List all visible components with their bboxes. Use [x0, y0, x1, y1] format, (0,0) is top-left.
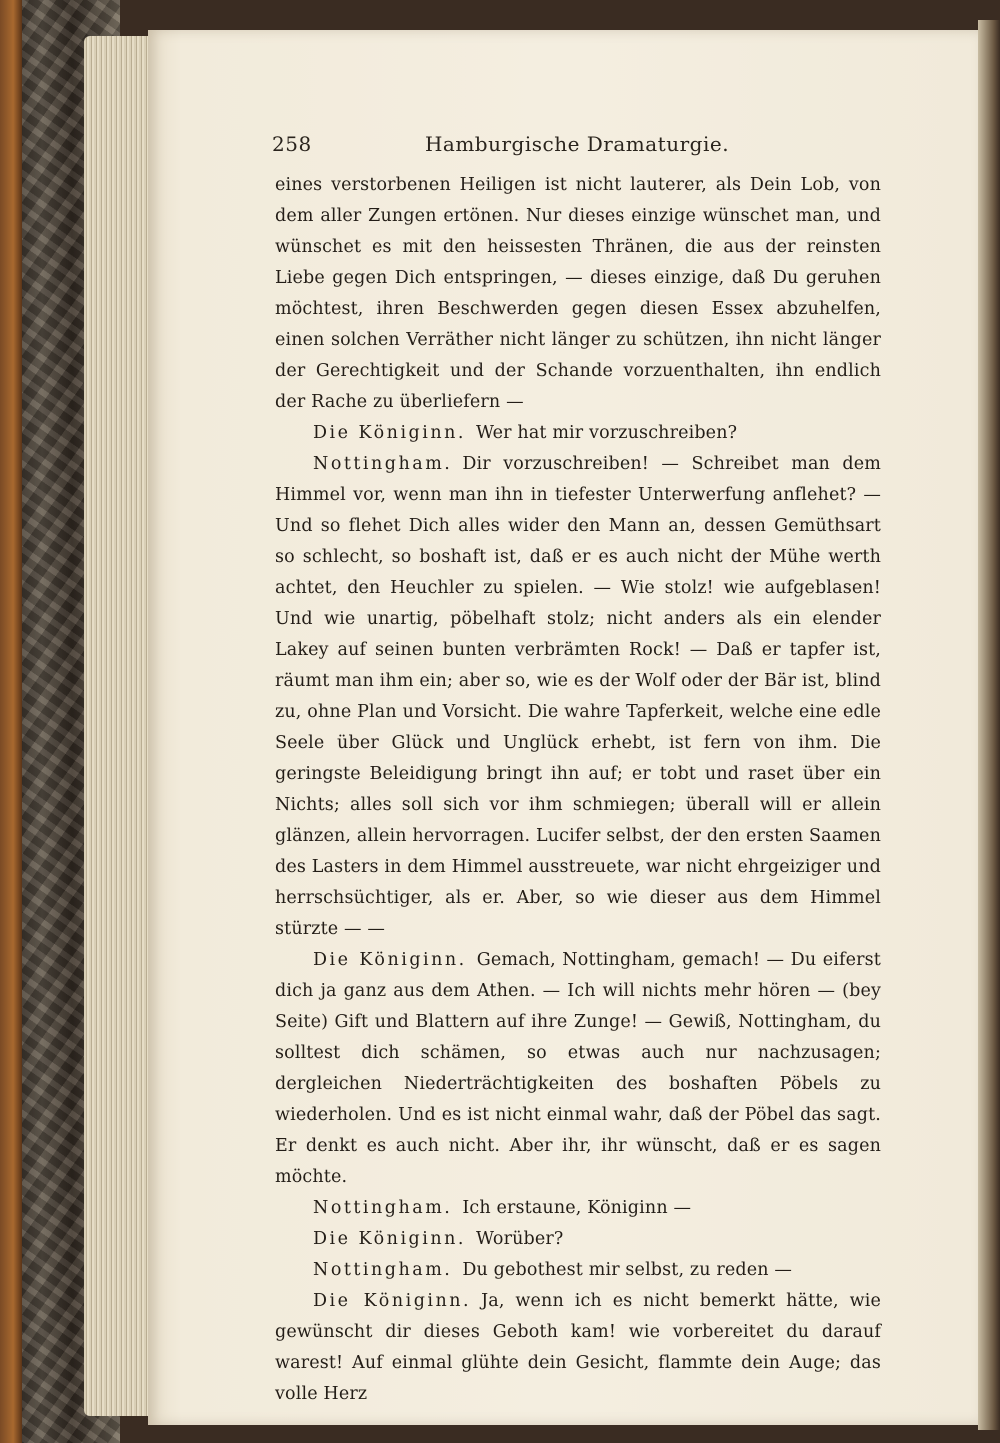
paragraph-text: Gemach, Nottingham, gemach! — Du eiferst dich ja ganz aus dem Athen. — Ich will nichts mehr hören — (bey Seite) Gift und Blattern auf ihre Zunge! — Gewiß, Nottingham, du solltest dich schämen, so etwas auch nur nachzusagen; dergleichen Niederträchtigkeiten des boshaften Pöbels zu wiederholen. Und es ist nicht einmal wahr, daß der Pöbel das sagt. Er denkt es auch nicht. Aber ihr, ihr wünscht, daß er es sagen möchte. [275, 950, 881, 1187]
body-text [275, 170, 881, 1410]
speaker-name: Nottingham. [313, 1198, 453, 1218]
text-paragraph [275, 1286, 881, 1410]
page-header [272, 128, 882, 162]
cover-spine-edge [0, 0, 22, 1443]
text-paragraph [275, 1193, 881, 1224]
page-stack-edges [84, 36, 150, 1416]
text-paragraph [275, 945, 881, 1193]
paragraph-text: Du gebothest mir selbst, zu reden — [462, 1260, 793, 1280]
speaker-name: Die Königinn. [313, 950, 467, 970]
paragraph-text: Ich erstaune, Königinn — [462, 1198, 692, 1218]
speaker-name: Nottingham. [313, 454, 453, 474]
text-paragraph [275, 1224, 881, 1255]
paragraph-text: eines verstorbenen Heiligen ist nicht lauterer, als Dein Lob, von dem aller Zungen ertönen. Nur dieses einzige wünschet man, und wünschet es mit den heissesten Thränen, die aus der reinsten Liebe gegen Dich entspringen, — dieses einzige, daß Du geruhen möchtest, ihren Beschwerden gegen diesen Essex abzuhelfen, einen solchen Verräther nicht länger zu schützen, ihn nicht länger der Gerechtigkeit und der Schande vorzuenthalten, ihn endlich der Rache zu überliefern — [275, 175, 881, 412]
text-paragraph [275, 1255, 881, 1286]
text-paragraph [275, 170, 881, 418]
speaker-name: Nottingham. [313, 1260, 453, 1280]
paragraph-text: Dir vorzuschreiben! — Schreibet man dem Himmel vor, wenn man ihn in tiefester Unterwerfung anflehet? — Und so flehet Dich alles wider den Mann an, dessen Gemüthsart so schlecht, so boshaft ist, daß er es auch nicht der Mühe werth achtet, den Heuchler zu spielen. — Wie stolz! wie aufgeblasen! Und wie unartig, pöbelhaft stolz; nicht anders als ein elender Lakey auf seinen bunten verbrämten Rock! — Daß er tapfer ist, räumt man ihm ein; aber so, wie es der Wolf oder der Bär ist, blind zu, ohne Plan und Vorsicht. Die wahre Tapferkeit, welche eine edle Seele über Glück und Unglück erhebt, ist fern von ihm. Die geringste Beleidigung bringt ihn auf; er tobt und raset über ein Nichts; alles soll sich vor ihm schmiegen; überall will er allein glänzen, allein hervorragen. Lucifer selbst, der den ersten Saamen des Lasters in dem Himmel ausstreuete, war nicht ehrgeiziger und herrschsüchtiger, als er. Aber, so wie dieser aus dem Himmel stürzte — — [275, 454, 881, 939]
page-number: 258 [272, 132, 312, 156]
text-paragraph [275, 418, 881, 449]
speaker-name: Die Königinn. [313, 1291, 472, 1311]
text-paragraph [275, 449, 881, 945]
paragraph-text: Worüber? [475, 1229, 564, 1249]
paragraph-text: Wer hat mir vorzuschreiben? [475, 423, 738, 443]
running-title: Hamburgische Dramaturgie. [424, 132, 730, 156]
paragraph-text: Ja, wenn ich es nicht bemerkt hätte, wie gewünscht dir dieses Geboth kam! wie vorbereitet du darauf warest! Auf einmal glühte dein Gesicht, flammte dein Auge; das volle Herz [275, 1291, 881, 1404]
facing-page-edge [978, 20, 1000, 1430]
speaker-name: Die Königinn. [313, 423, 466, 443]
speaker-name: Die Königinn. [313, 1229, 466, 1249]
